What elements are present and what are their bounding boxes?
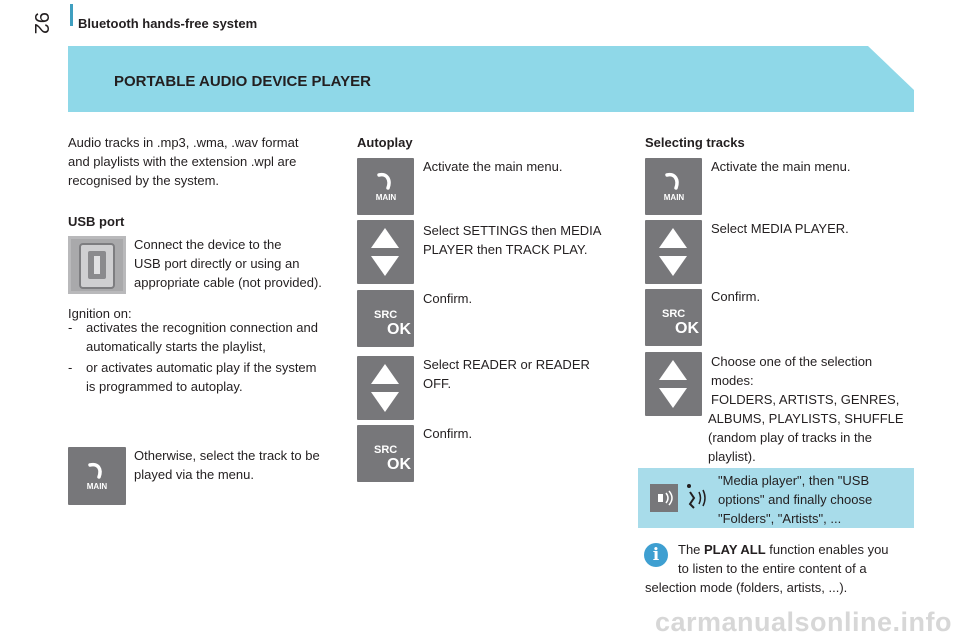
autoplay-step-5: Confirm. [423, 426, 473, 441]
autoplay-src-ok-button-2 [357, 425, 414, 482]
ok-label: OK [387, 456, 411, 473]
src-label: SRC [662, 308, 686, 320]
usb-port-image [68, 236, 126, 294]
bullet-2: - or activates automatic play if the system is programmed to autoplay. [68, 360, 317, 394]
autoplay-arrows-button-2 [357, 356, 414, 420]
arrow-down-icon [659, 256, 687, 276]
ignition-label: Ignition on: [68, 306, 132, 321]
autoplay-main-button [357, 158, 414, 215]
selecting-step-4: Choose one of the selection modes: FOLDERS, ARTISTS, GENRES, ALBUMS, PLAYLISTS, SHUFFLE (random play of tracks in the playlist). [708, 354, 904, 464]
selecting-src-ok-button [645, 289, 702, 346]
main-label: MAIN [86, 482, 108, 491]
selecting-step-1: Activate the main menu. [711, 159, 851, 174]
main-label: MAIN [663, 193, 685, 202]
src-label: SRC [374, 444, 398, 456]
arrow-up-icon [659, 360, 687, 380]
voice-tip-text: "Media player", then "USB options" and finally choose "Folders", "Artists", ... [718, 473, 873, 526]
selecting-arrows-button-2 [645, 352, 702, 416]
autoplay-step-2: Select SETTINGS then MEDIA PLAYER then TRACK PLAY. [423, 223, 602, 257]
src-label: SRC [374, 309, 398, 321]
autoplay-step-4: Select READER or READER OFF. [423, 357, 590, 391]
ok-label: OK [387, 321, 411, 338]
autoplay-step-3: Confirm. [423, 291, 473, 306]
arrow-down-icon [371, 392, 399, 412]
info-line-1: The PLAY ALL function enables you [678, 542, 889, 557]
info-line-3: selection mode (folders, artists, ...). [645, 580, 848, 595]
phone-handset-icon [667, 175, 677, 188]
arrow-up-icon [371, 228, 399, 248]
usb-heading: USB port [68, 214, 125, 229]
selecting-step-2: Select MEDIA PLAYER. [711, 221, 849, 236]
arrow-down-icon [371, 256, 399, 276]
ok-label: OK [675, 320, 699, 337]
usb-text: Connect the device to the USB port directly or using an appropriate cable (not provided). [134, 237, 322, 290]
otherwise-text: Otherwise, select the track to be played via the menu. [134, 448, 320, 482]
arrow-up-icon [371, 364, 399, 384]
selecting-main-button [645, 158, 702, 215]
speaker-icon [666, 491, 672, 505]
autoplay-src-ok-button [357, 290, 414, 347]
phone-handset-icon [379, 175, 389, 188]
autoplay-step-1: Activate the main menu. [423, 159, 563, 174]
info-icon: i [644, 543, 668, 567]
bullet-1: - activates the recognition connection and automatically starts the playlist, [68, 320, 318, 354]
selecting-heading: Selecting tracks [645, 135, 745, 150]
selecting-step-3: Confirm. [711, 289, 761, 304]
banner-title: PORTABLE AUDIO DEVICE PLAYER [114, 73, 371, 90]
usb-port-icon [68, 236, 126, 294]
main-label: MAIN [375, 193, 397, 202]
phone-handset-icon [90, 465, 100, 477]
page-number: 92 [30, 12, 52, 35]
arrow-up-icon [659, 228, 687, 248]
arrow-down-icon [659, 388, 687, 408]
voice-button [650, 484, 678, 512]
intro-text: Audio tracks in .mp3, .wma, .wav format and playlists with the extension .wpl are recognised by the system. [68, 135, 299, 188]
speaking-head-icon [684, 482, 708, 512]
watermark: carmanualsonline.info [654, 607, 952, 637]
header-accent-bar [70, 4, 73, 26]
info-line-2: to listen to the entire content of a [678, 561, 867, 576]
section-title: Bluetooth hands-free system [78, 16, 258, 31]
main-button-left [68, 447, 126, 505]
autoplay-arrows-button [357, 220, 414, 284]
selecting-arrows-button [645, 220, 702, 284]
autoplay-heading: Autoplay [357, 135, 413, 150]
